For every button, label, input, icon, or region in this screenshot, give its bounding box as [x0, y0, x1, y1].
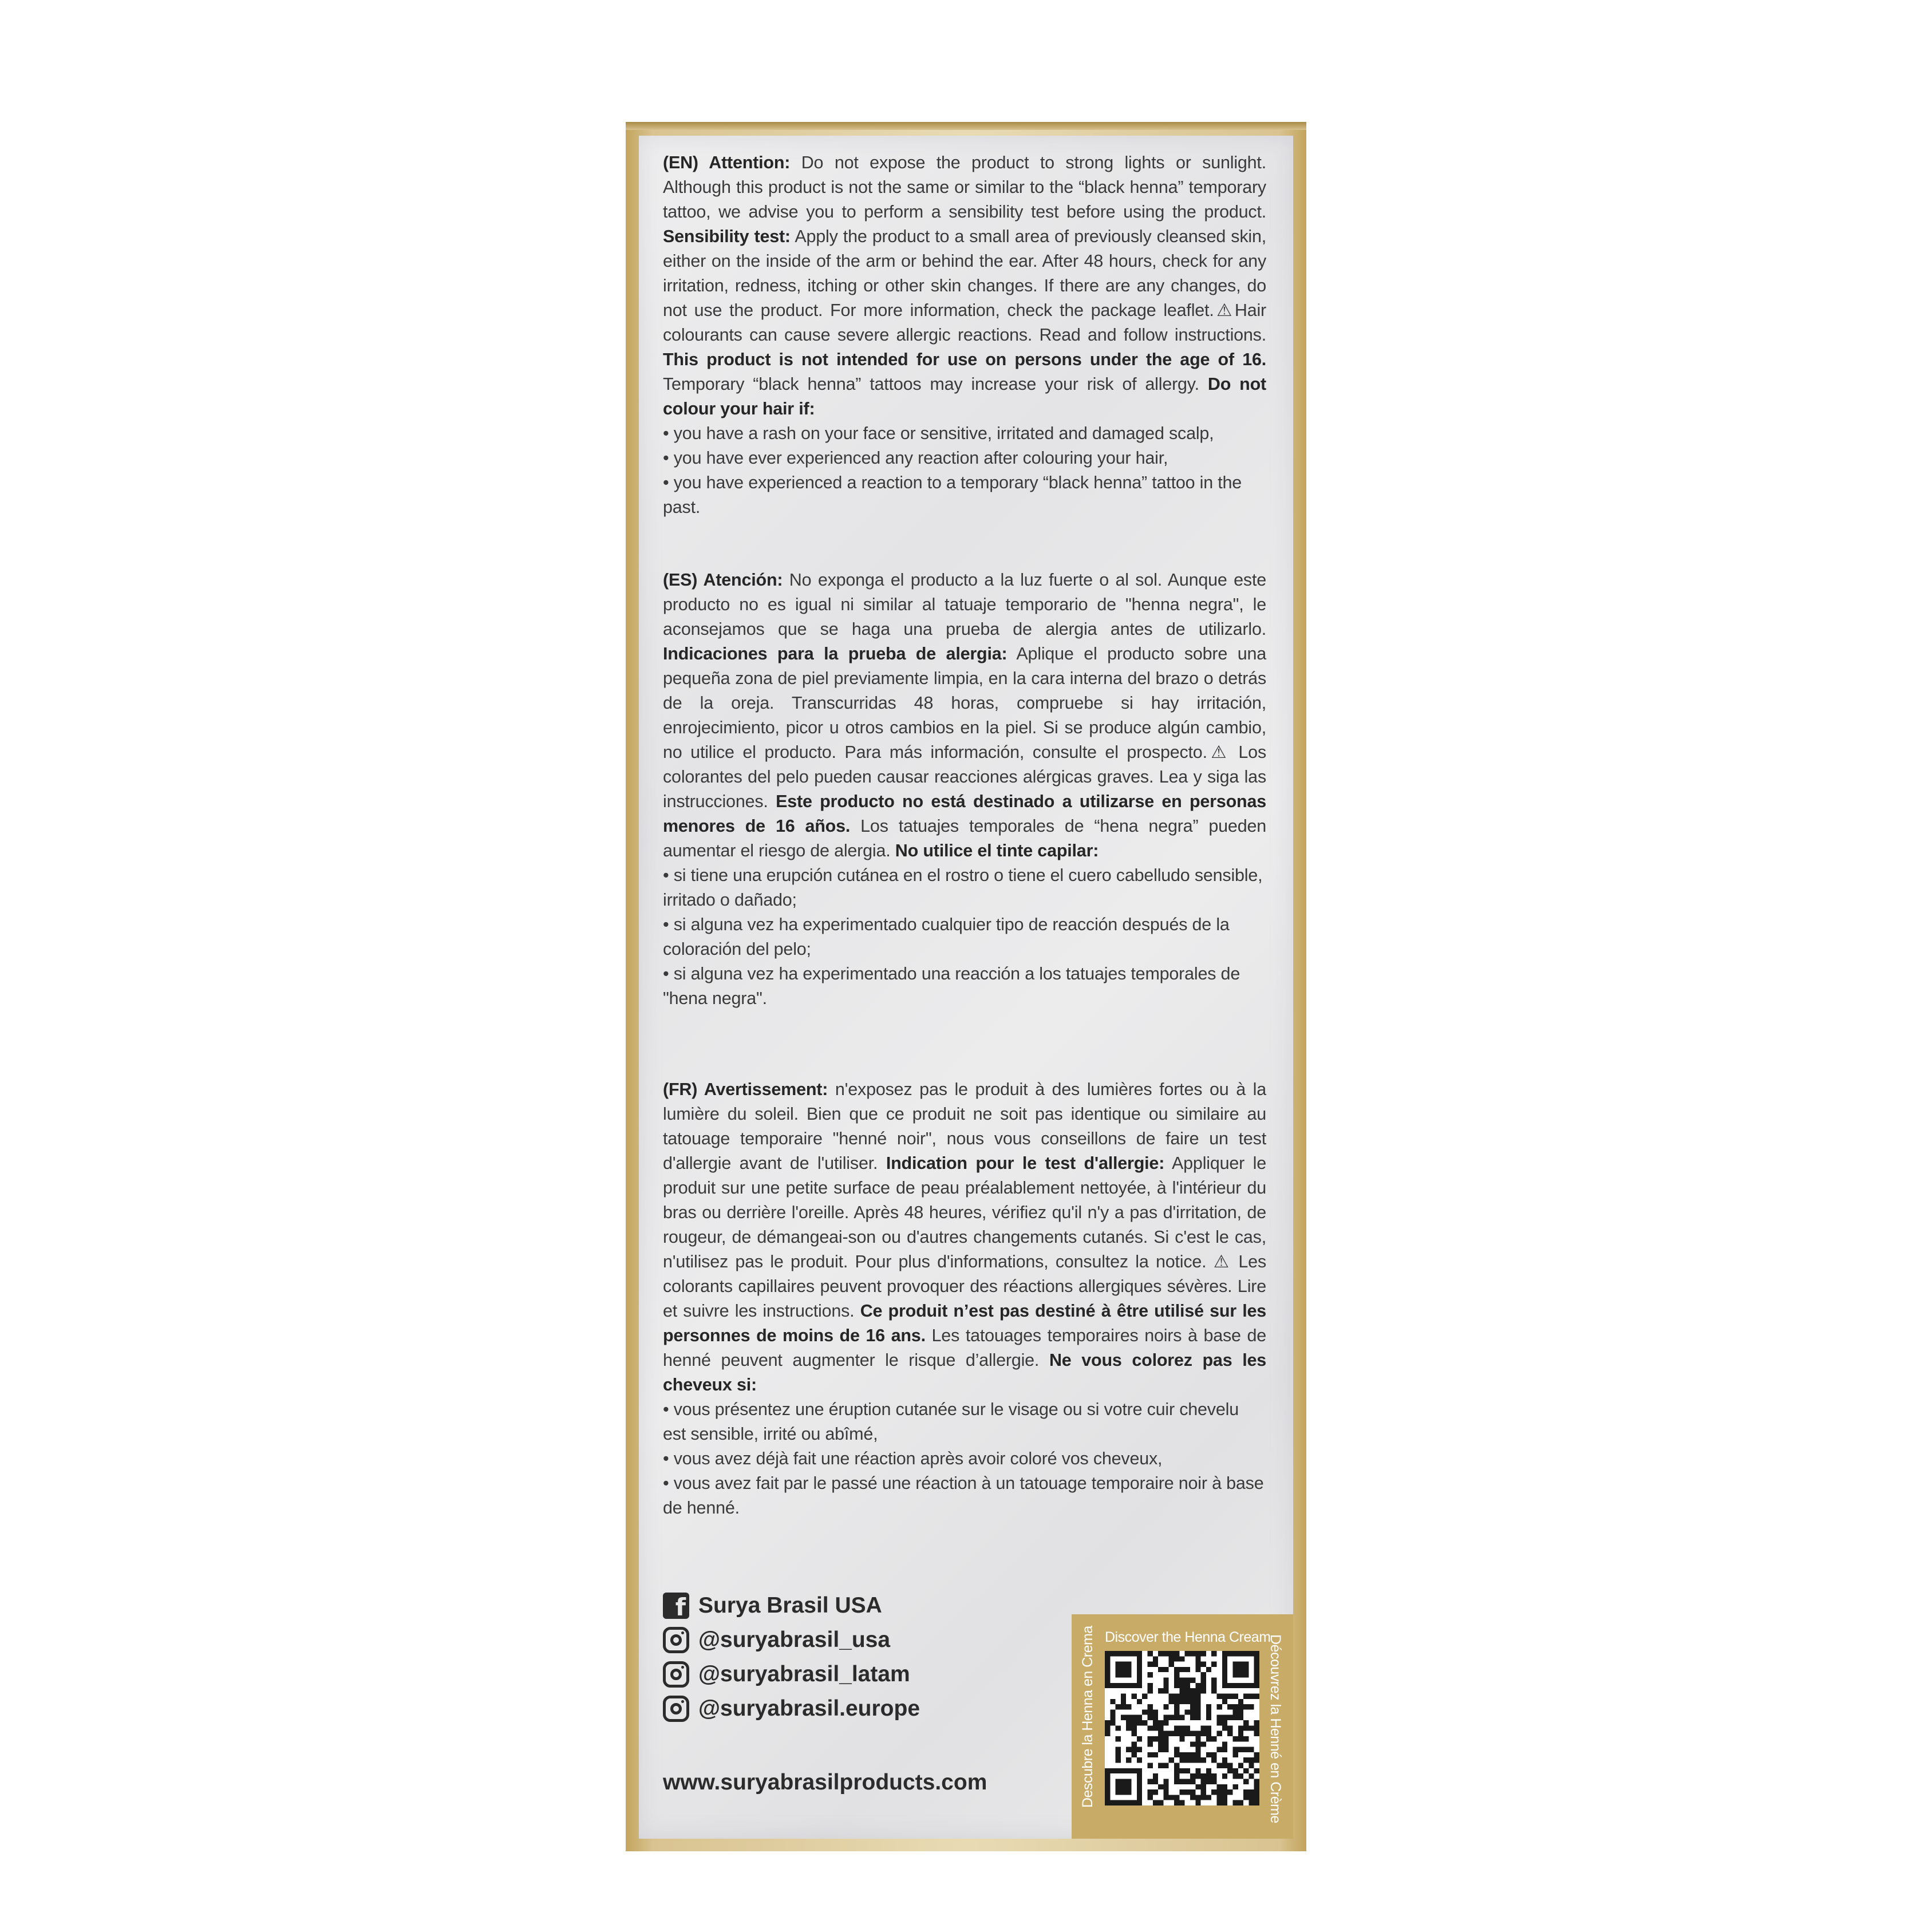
section-en-text: (EN) Attention: Do not expose the product to strong lights or sunlight. Although this product is not the same or similar to the “black henna” temporary tattoo, we advise you to perform a sensibility test before using the product. Sensibility test: Apply the product to a small area of previously cleansed skin, either on the inside of the arm or behind the ear. After 48 hours, check for any irritation, redness, itching or other skin changes. If there are any changes, do not use the product. For more information, check the package leaflet.⚠Hair colourants can cause severe allergic reactions. Read and follow instructions. This product is not intended for use on persons under the age of 16. Temporary “black henna” tattoos may increase your risk of allergy. Do not colour your hair if:: [663, 153, 1266, 418]
en-bullet-3: • you have experienced a reaction to a temporary “black henna” tattoo in the past.: [663, 473, 1242, 517]
qr-code[interactable]: [1105, 1651, 1259, 1805]
es-bullet-3: • si alguna vez ha experimentado una reacción a los tatuajes temporales de "hena negra".: [663, 964, 1240, 1008]
instagram-latam-label: @suryabrasil_latam: [698, 1662, 910, 1686]
section-es-text: (ES) Atención: No exponga el producto a la luz fuerte o al sol. Aunque este producto no es igual ni similar al tatuaje temporario de "henna negra", le aconsejamos que se haga una prueba de alergia antes de utilizarlo. Indicaciones para la prueba de alergia: Aplique el producto sobre una pequeña zona de piel previamente limpia, en la cara interna del brazo o detrás de la oreja. Transcurridas 48 horas, compruebe si hay irritación, enrojecimiento, picor u otros cambios en la piel. Si se produce algún cambio, no utilice el producto. Para más información, consulte el prospecto.⚠ Los colorantes del pelo pueden causar reacciones alérgicas graves. Lea y siga las instrucciones. Este producto no está destinado a utilizarse en personas menores de 16 años. Los tatuajes temporales de “hena negra” pueden aumentar el riesgo de alergia. No utilice el tinte capilar:: [663, 570, 1266, 860]
section-es: [663, 568, 1266, 1011]
section-en: [663, 151, 1266, 520]
instagram-usa-label: @suryabrasil_usa: [698, 1627, 891, 1652]
fr-bullet-1: • vous présentez une éruption cutanée sur le visage ou si votre cuir chevelu est sensible, irrité ou abîmé,: [663, 1400, 1239, 1444]
section-fr-text: (FR) Avertissement: n'exposez pas le produit à des lumières fortes ou à la lumière du soleil. Bien que ce produit ne soit pas identique ou similaire au tatouage temporaire "henné noir", nous vous conseillons de faire un test d'allergie avant de l'utiliser. Indication pour le test d'allergie: Appliquer le produit sur une petite surface de peau préalablement nettoyée, à l'intérieur du bras ou derrière l'oreille. Après 48 heures, vérifiez qu'il n'y a pas d'irritation, de rougeur, de démangeai-son ou d'autres changements cutanés. Si c'est le cas, n'utilisez pas le produit. Pour plus d'informations, consultez la notice. ⚠ Les colorants capillaires peuvent provoquer des réactions allergiques sévères. Lire et suivre les instructions. Ce produit n’est pas destiné à être utilisé sur les personnes de moins de 16 ans. Les tatouages temporaires noirs à base de henné peuvent augmenter le risque d’allergie. Ne vous colorez pas les cheveux si:: [663, 1080, 1267, 1394]
instagram-icon: [663, 1627, 689, 1653]
social-instagram-usa[interactable]: [663, 1625, 890, 1655]
fr-bullet-2: • vous avez déjà fait une réaction après avoir coloré vos cheveux,: [663, 1449, 1163, 1468]
instagram-europe-label: @suryabrasil.europe: [698, 1696, 920, 1721]
en-bullet-1: • you have a rash on your face or sensitive, irritated and damaged scalp,: [663, 424, 1214, 443]
qr-caption-fr: Découvrez la Henné en Crème: [1267, 1634, 1283, 1823]
es-bullet-2: • si alguna vez ha experimentado cualquier tipo de reacción después de la coloración del pelo;: [663, 915, 1230, 959]
instagram-icon: [663, 1696, 689, 1722]
qr-panel: [1072, 1614, 1293, 1839]
website-link[interactable]: www.suryabrasilproducts.com: [663, 1770, 987, 1795]
social-instagram-latam[interactable]: [663, 1660, 910, 1689]
qr-caption-en: Discover the Henna Cream: [1105, 1629, 1271, 1645]
facebook-label: Surya Brasil USA: [698, 1593, 882, 1618]
facebook-icon: [663, 1593, 689, 1619]
fr-bullet-3: • vous avez fait par le passé une réaction à un tatouage temporaire noir à base de henné.: [663, 1473, 1264, 1518]
social-instagram-europe[interactable]: [663, 1694, 920, 1724]
instagram-icon: [663, 1661, 689, 1688]
section-fr: [663, 1077, 1266, 1520]
social-facebook[interactable]: [663, 1591, 882, 1621]
es-bullet-1: • si tiene una erupción cutánea en el rostro o tiene el cuero cabelludo sensible, irritado o dañado;: [663, 866, 1263, 910]
en-bullet-2: • you have ever experienced any reaction after colouring your hair,: [663, 448, 1168, 468]
qr-caption-es: Descubre la Henna en Crema: [1080, 1626, 1096, 1808]
